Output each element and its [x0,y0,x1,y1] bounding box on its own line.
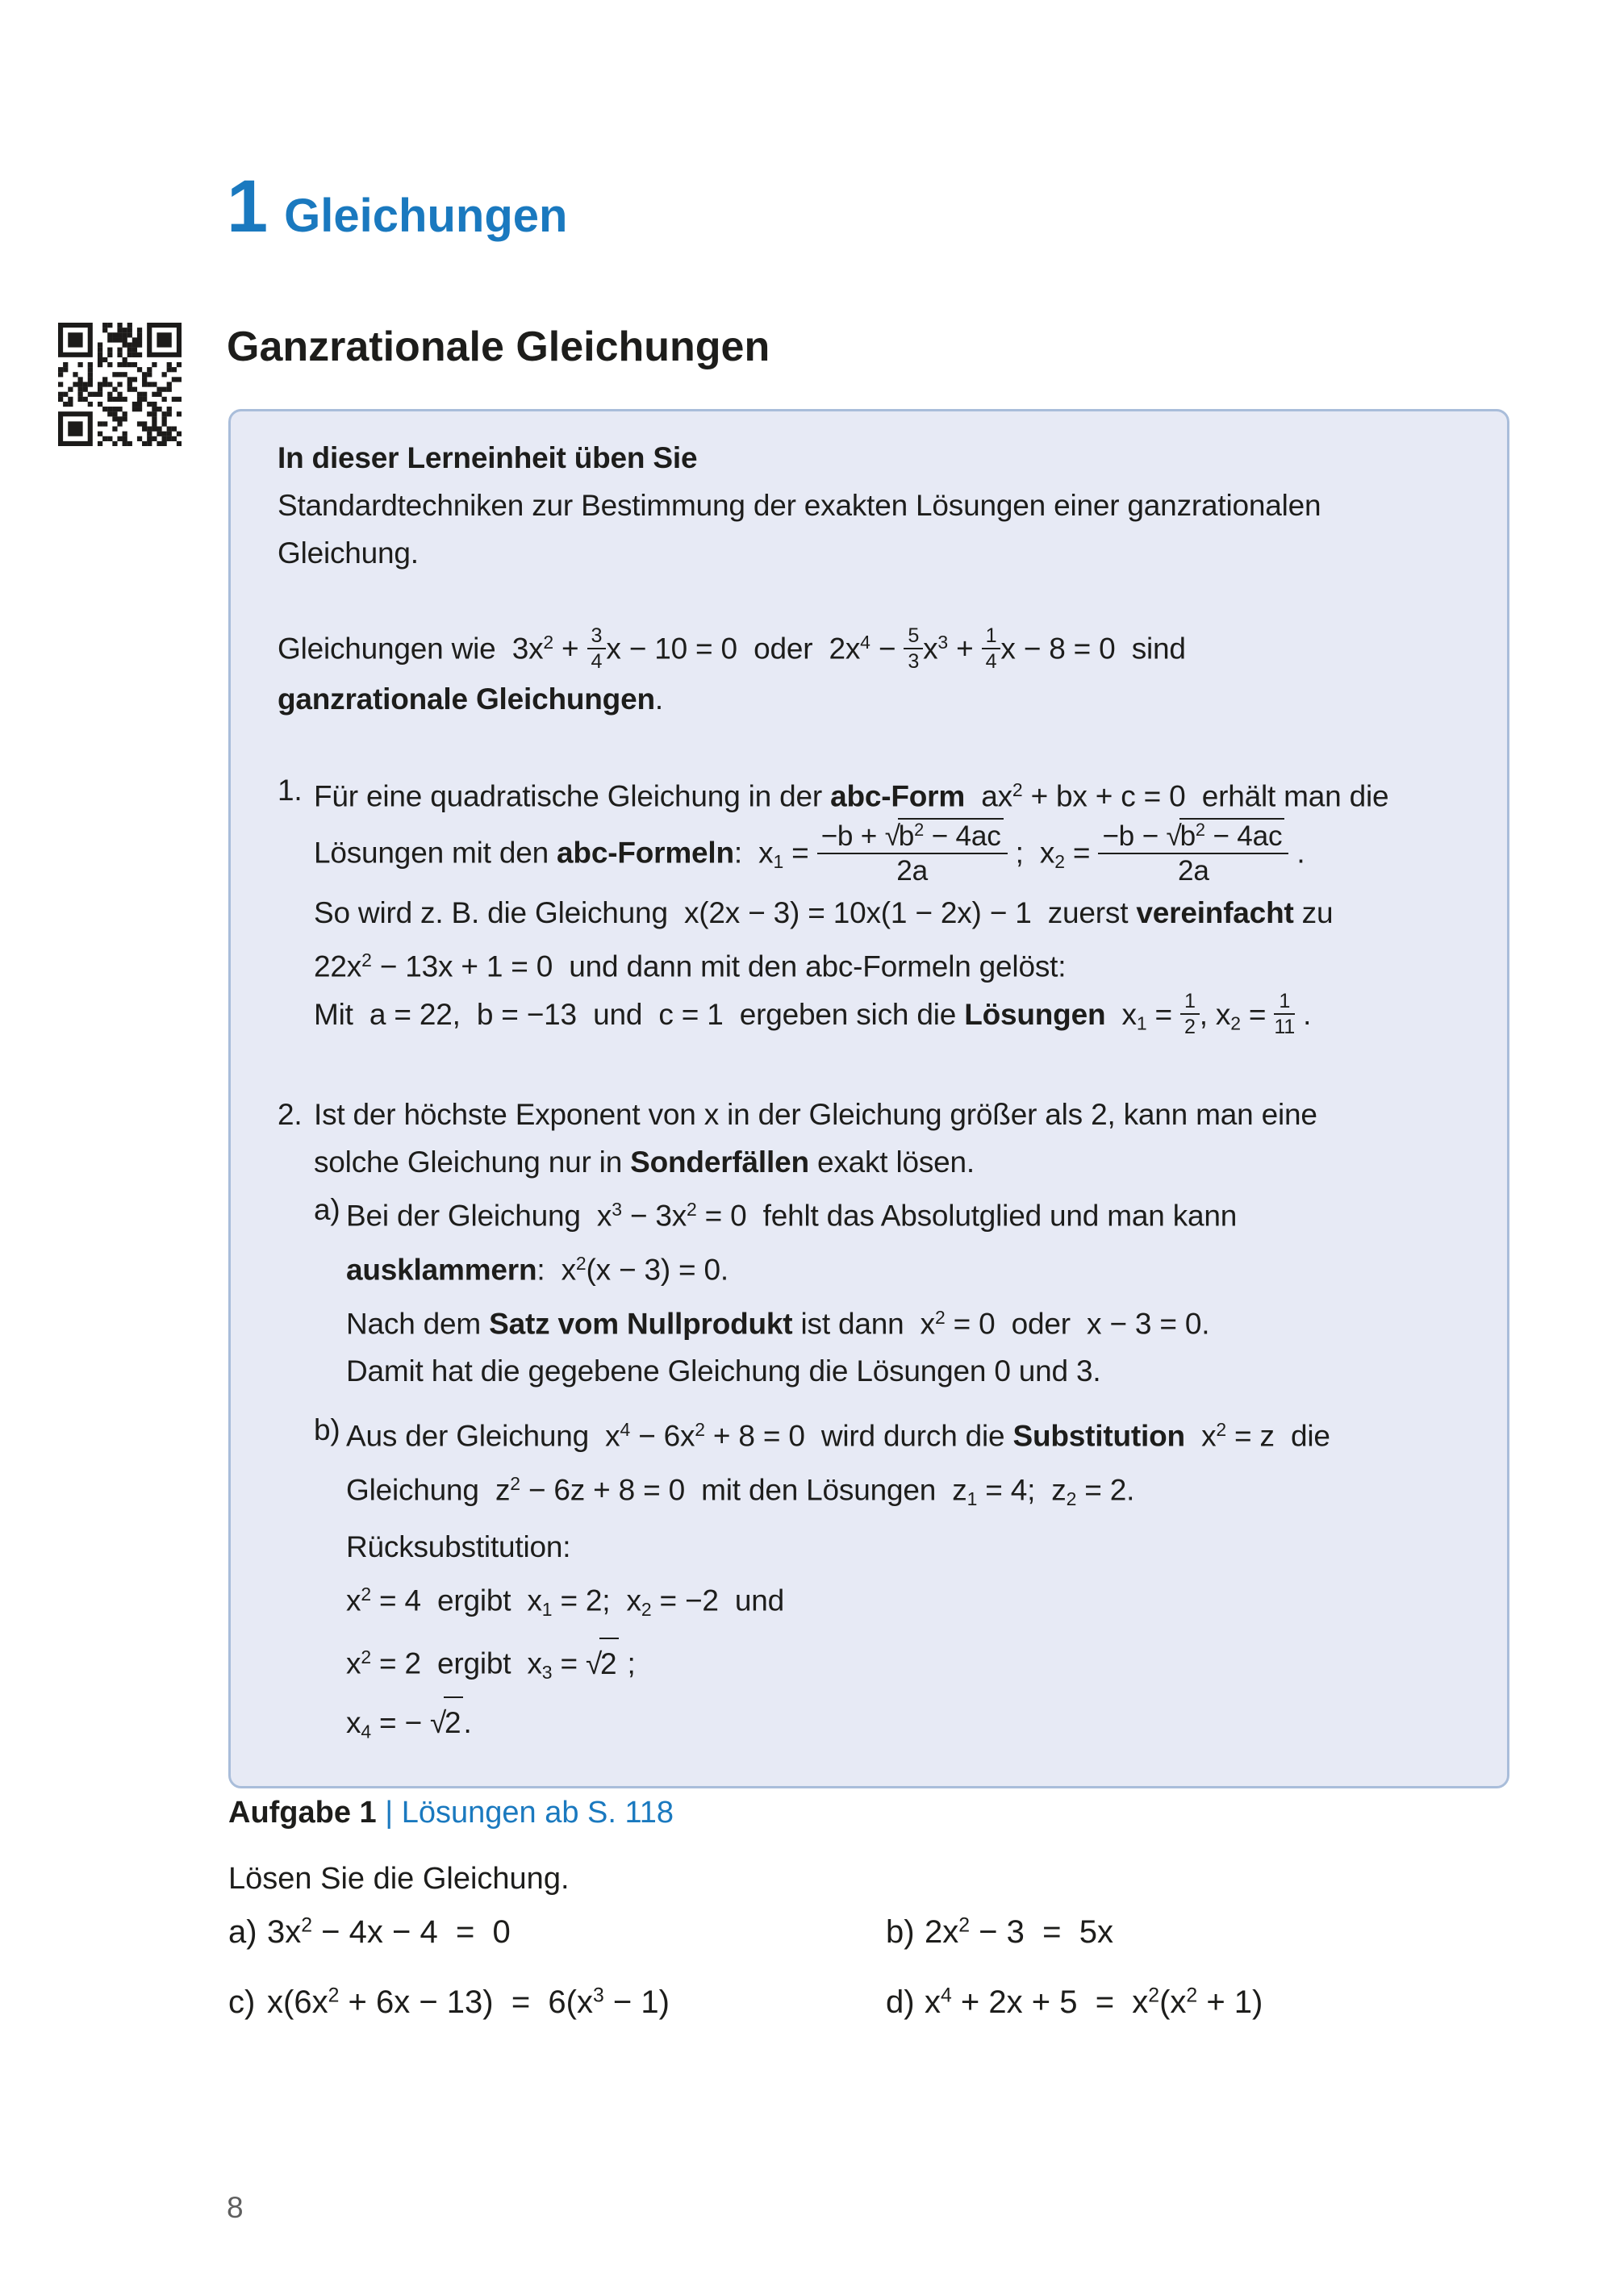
spacer [278,577,1465,619]
infobox-intro-line-1: Standardtechniken zur Bestimmung der exakten Lösungen einer ganzrationalen [278,489,1321,522]
item2-line-2: solche Gleichung nur in Sonderfällen exakt lösen. [314,1146,975,1179]
equation-c-label: c) [228,1984,256,2021]
spacer [278,723,1465,766]
list-item-1-content [314,766,1465,1047]
task-heading [228,1796,674,1830]
task-intro: Lösen Sie die Gleichung. [228,1862,570,1896]
equation-c-body: $x(6x^2 + 6x - 13) = 6(x^3 - 1)$ [267,1984,670,2021]
item2a-line-4: Damit hat die gegebene Gleichung die Lösungen 0 und 3. [346,1354,1101,1388]
infobox-example-line-1: Gleichungen wie $3x^2$ + $\frac{3}{4}$ x − 10 = 0 oder $2x^4$ − $\frac{5}{3}$ $x^3$ + $\frac{1}{4}$ x − 8 = 0 sind [278,624,1186,673]
info-box [228,409,1509,1788]
task-title: Aufgabe 1 [228,1796,377,1830]
item1-line-1: Für eine quadratische Gleichung in der abc-Form $ax^2$ + bx + c = 0 erhält man die [314,779,1389,813]
sub-item-b [314,1406,1465,1755]
list-item-1 [278,766,1465,1047]
equation-a-body: $3x^2 - 4x - 4 = 0$ [267,1913,511,1950]
equation-b-label: b) [886,1913,915,1950]
sub-item-a-content [346,1186,1465,1395]
item1-line-5: Mit a = 22, b = −13 und c = 1 ergeben sich die Lösungen $x_1$ = $\frac{1}{2}$ , $x_2$ = $\frac{1}{11}$ . [314,990,1312,1039]
item1-line-3: So wird z. B. die Gleichung x(2x − 3) = 10x(1 − 2x) − 1 zuerst vereinfacht zu [314,896,1334,930]
list-item-2 [278,1091,1465,1755]
section-title: Ganzrationale Gleichungen [227,323,770,370]
qr-code [58,323,182,446]
equation-c [228,1975,886,2025]
equation-b-body: $2x^2 - 3 = 5x$ [925,1913,1113,1950]
item2-line-1: Ist der höchste Exponent von x in der Gleichung größer als 2, kann man eine [314,1098,1317,1132]
equation-b [886,1904,1535,1954]
list-item-2-content [314,1091,1465,1755]
solutions-link[interactable]: Lösungen ab S. 118 [401,1796,674,1830]
equation-d-body: $x^4 + 2x + 5 = x^2(x^2 + 1)$ [925,1984,1263,2021]
infobox-intro-line-2: Gleichung. [278,536,419,570]
item2b-line-6: $x_4$ = − √2. [346,1696,1465,1755]
item1-line-2: Lösungen mit den abc-Formeln: $x_1$ = $\frac{-b + √b^2 - 4ac}{2a}$ ; $x_2$ = $\frac{-b - √b^2 - 4ac}{2a}$ . [314,820,1465,890]
equation-d [886,1975,1535,2025]
item2a-line-1: Bei der Gleichung $x^3 - 3x^2 = 0$ fehlt das Absolutglied und man kann [346,1199,1238,1233]
equation-a-label: a) [228,1913,257,1950]
sub-item-b-marker: b) [314,1413,340,1447]
sub-item-b-content [346,1406,1465,1755]
item2a-line-2: ausklammern: $x^2(x - 3) = 0$. [346,1253,729,1287]
equation-a [228,1904,886,1954]
item2b-line-5: $x^2 = 2$ ergibt $x_3 = √2$ ; [346,1634,1465,1696]
chapter-number: 1 [227,165,269,248]
equation-d-label: d) [886,1984,915,2021]
sub-item-a-marker: a) [314,1193,340,1227]
item2b-line-2: Gleichung $z^2 - 6z + 8 = 0$ mit den Lösungen $z_1 = 4$; $z_2 = 2$. [346,1472,1135,1509]
qr-code-graphic [58,323,182,446]
sub-item-a [314,1186,1465,1395]
spacer [278,1047,1465,1091]
list-marker-1: 1. [278,774,303,807]
item2b-line-1: Aus der Gleichung $x^4 - 6x^2 + 8 = 0$ wird durch die Substitution $x^2 = z$ die [346,1419,1330,1453]
list-marker-2: 2. [278,1098,303,1132]
item2b-line-4: $x^2 = 4$ ergibt $x_1 = 2$; $x_2 = -2$ und [346,1583,785,1620]
item1-line-4: $22x^2 - 13x + 1 = 0$ und dann mit den abc-Formeln gelöst: [314,949,1067,983]
infobox-heading: In dieser Lerneinheit üben Sie [278,441,698,474]
item2a-line-3: Nach dem Satz vom Nullprodukt ist dann $x^2 = 0$ oder x − 3 = 0. [346,1306,1210,1341]
equation-list [228,1904,1535,2024]
chapter-title: Gleichungen [284,190,568,242]
chapter-heading [227,165,568,248]
item2b-line-3: Rücksubstitution: [346,1529,571,1563]
infobox-example-line-2: ganzrationale Gleichungen. [278,682,663,716]
page-number: 8 [227,2191,244,2224]
task-separator: | [376,1796,402,1830]
